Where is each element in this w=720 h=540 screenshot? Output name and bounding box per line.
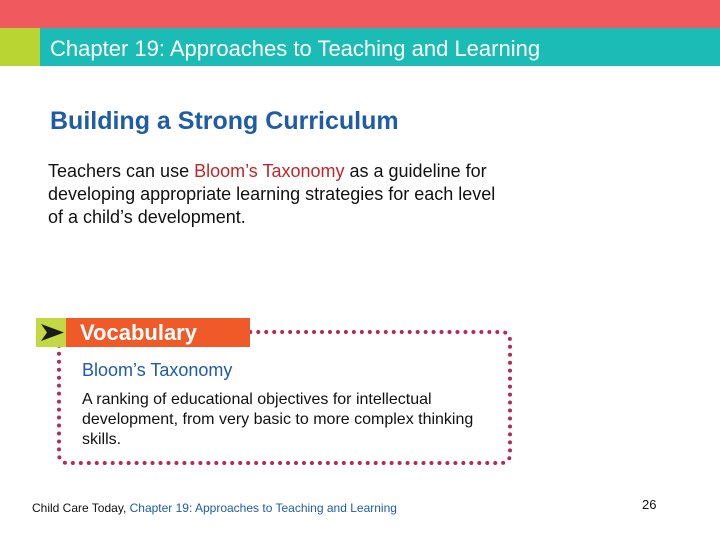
page-number: 26	[642, 497, 657, 512]
body-text-end: as a guideline for developing appropriate learning strategies for each level of a child’s development.	[48, 161, 496, 227]
arrow-right-icon	[40, 322, 66, 343]
body-paragraph	[48, 160, 498, 229]
footer-citation	[32, 501, 397, 515]
vocabulary-term: Bloom’s Taxonomy	[82, 360, 233, 380]
body-highlight-term: Bloom’s Taxonomy	[194, 161, 345, 181]
body-text-start: Teachers can use	[48, 161, 195, 181]
slide-subtitle: Building a Strong Curriculum	[50, 107, 399, 135]
footer-chapter: Chapter 19: Approaches to Teaching and Learning	[129, 501, 397, 515]
footer-book-title: Child Care Today,	[32, 501, 130, 515]
header-side-block	[0, 28, 40, 66]
chapter-title: Chapter 19: Approaches to Teaching and Learning	[50, 36, 541, 61]
vocabulary-definition: A ranking of educational objectives for intellectual development, from very basic to more complex thinking skills.	[82, 391, 474, 448]
vocabulary-label: Vocabulary	[80, 320, 197, 345]
top-accent-strip	[0, 0, 720, 28]
